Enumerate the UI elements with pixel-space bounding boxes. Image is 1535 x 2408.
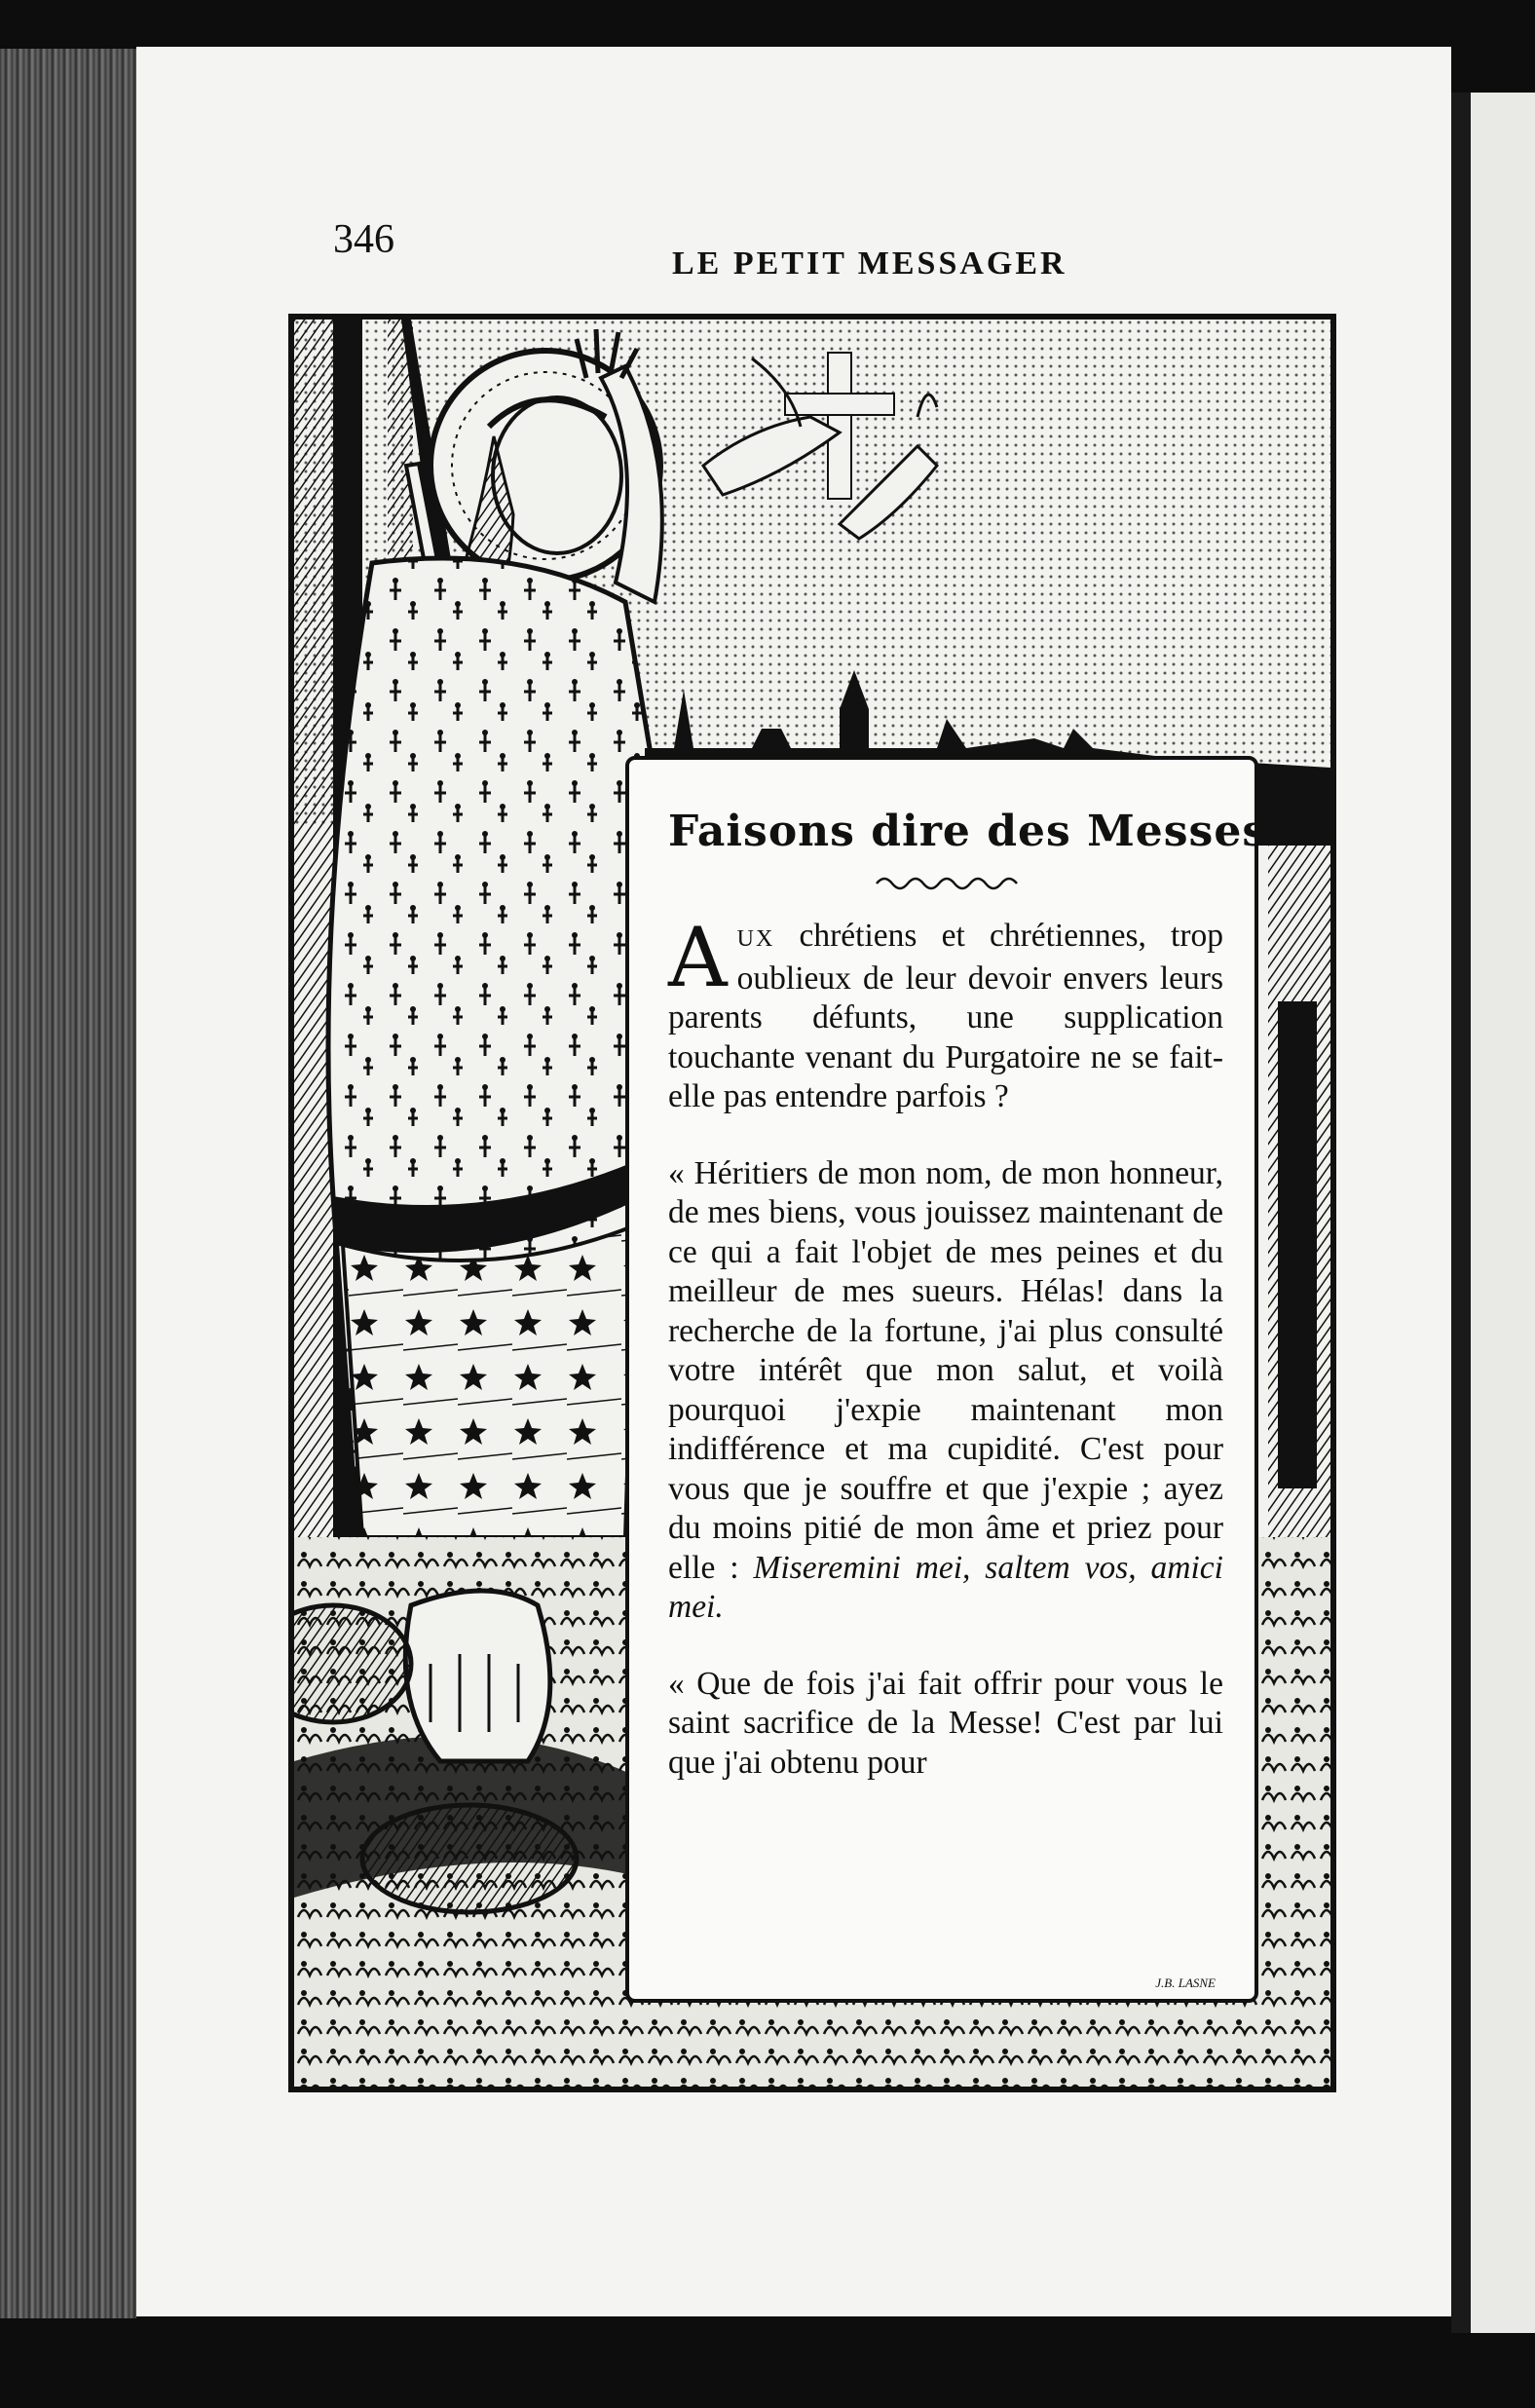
title-flourish [873, 872, 1019, 895]
engraver-signature: J.B. LASNE [1155, 1975, 1216, 1990]
drop-cap: A [668, 910, 728, 1005]
quote-paragraph-1 [668, 1154, 1223, 1628]
article-title: Faisons dire des Messes [668, 807, 1268, 856]
intro-paragraph [668, 910, 1223, 1117]
quote-1-text: « Héritiers de mon nom, de mon honneur, de mes biens, vous jouissez maintenant de ce qui a fait l'objet de mes peines et du meilleur de mes sueurs. Hélas! dans la recherche de la fortune, j'ai plus consulté votre intérêt que mon salut, et voilà pourquoi j'expie maintenant mon indifférence et ma cupidité. C'est pour vous que je souffre et que j'expie ; ayez du moins pitié de mon âme et priez pour elle : [668, 1154, 1223, 1586]
intro-smallcaps: UX [736, 926, 775, 952]
running-title: LE PETIT MESSAGER [672, 245, 1067, 282]
facing-page-edge [1471, 93, 1535, 2333]
page-number: 346 [333, 217, 394, 262]
quote-2-text: « Que de fois j'ai fait offrir pour vous le saint sacrifice de la Messe! C'est par lui que j'ai obtenu pour [668, 1665, 1223, 1781]
text-panel [625, 756, 1268, 2003]
gutter-shadow [1451, 93, 1471, 2333]
quote-paragraph-2 [668, 1665, 1223, 1784]
intro-text: chrétiens et chrétiennes, trop oublieux de leur devoir envers leurs parents défunts, une supplication touchante venant du Purgatoire ne se fait-elle pas entendre parfois ? [668, 918, 1223, 1114]
latin-quote: Miseremini mei, saltem vos, amici mei. [668, 1549, 1223, 1625]
book-page-edges [0, 49, 136, 2318]
